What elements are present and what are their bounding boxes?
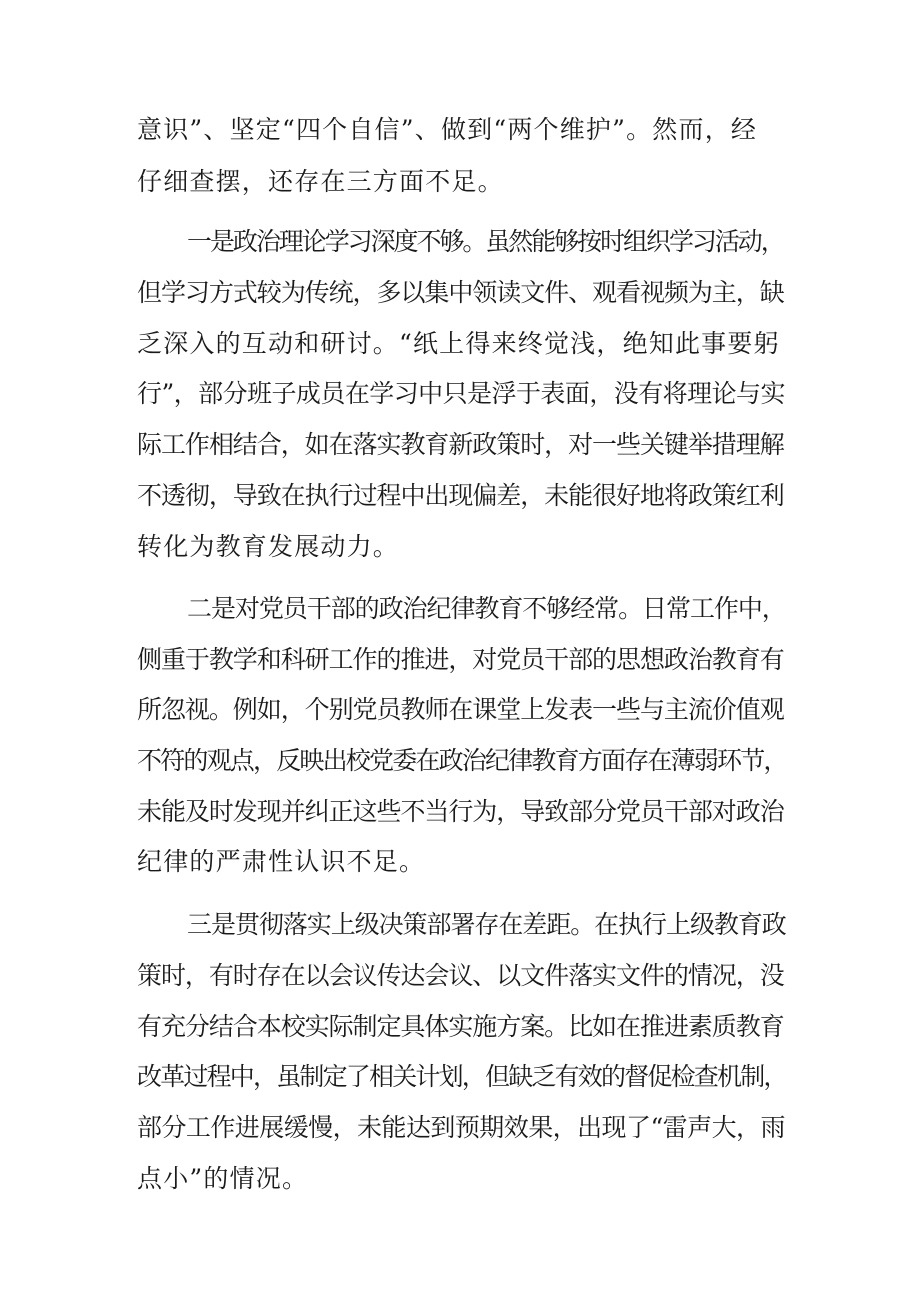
paragraph-1-line-4: 行”，部分班子成员在学习中只是浮于表面，没有将理论与实 (137, 379, 785, 408)
paragraph-1-line-7: 转化为教育发展动力。 (137, 532, 400, 561)
paragraph-3-line-3: 有充分结合本校实际制定具体实施方案。比如在推进素质教育 (137, 1012, 784, 1041)
paragraph-2-line-6: 纪律的严肃性认识不足。 (137, 847, 426, 876)
paragraph-1-line-3: 乏深入的互动和研讨。“纸上得来终觉浅，绝知此事要躬 (137, 329, 780, 358)
paragraph-2-line-2: 侧重于教学和科研工作的推进，对党员干部的思想政治教育有 (137, 645, 784, 674)
paragraph-2-line-5: 未能及时发现并纠正这些不当行为，导致部分党员干部对政治 (137, 797, 784, 826)
paragraph-2-line-4: 不符的观点，反映出校党委在政治纪律教育方面存在薄弱环节， (137, 746, 787, 775)
paragraph-2-line-3: 所忽视。例如，个别党员教师在课堂上发表一些与主流价值观 (137, 695, 784, 724)
paragraph-1-line-1: 一是政治理论学习深度不够。虽然能够按时组织学习活动， (187, 227, 784, 256)
paragraph-2-line-1: 二是对党员干部的政治纪律教育不够经常。日常工作中， (187, 594, 786, 623)
paragraph-1-line-2: 但学习方式较为传统，多以集中领读文件、观看视频为主，缺 (137, 278, 784, 307)
paragraph-0-line-2: 仔细查摆，还存在三方面不足。 (137, 167, 504, 196)
paragraph-0-line-1: 意识”、坚定“四个自信”、做到“两个维护”。然而，经 (137, 115, 758, 144)
paragraph-3-line-5: 部分工作进展缓慢，未能达到预期效果，出现了“雷声大，雨 (137, 1113, 785, 1142)
paragraph-3-line-1: 三是贯彻落实上级决策部署存在差距。在执行上级教育政 (187, 910, 786, 939)
paragraph-3-line-2: 策时，有时存在以会议传达会议、以文件落实文件的情况，没 (137, 961, 784, 990)
paragraph-1-line-5: 际工作相结合，如在落实教育新政策时，对一些关键举措理解 (137, 430, 784, 459)
paragraph-3-line-6: 点小”的情况。 (137, 1164, 309, 1193)
paragraph-3-line-4: 改革过程中，虽制定了相关计划，但缺乏有效的督促检查机制， (137, 1062, 787, 1091)
paragraph-1-line-6: 不透彻，导致在执行过程中出现偏差，未能很好地将政策红利 (137, 481, 784, 510)
